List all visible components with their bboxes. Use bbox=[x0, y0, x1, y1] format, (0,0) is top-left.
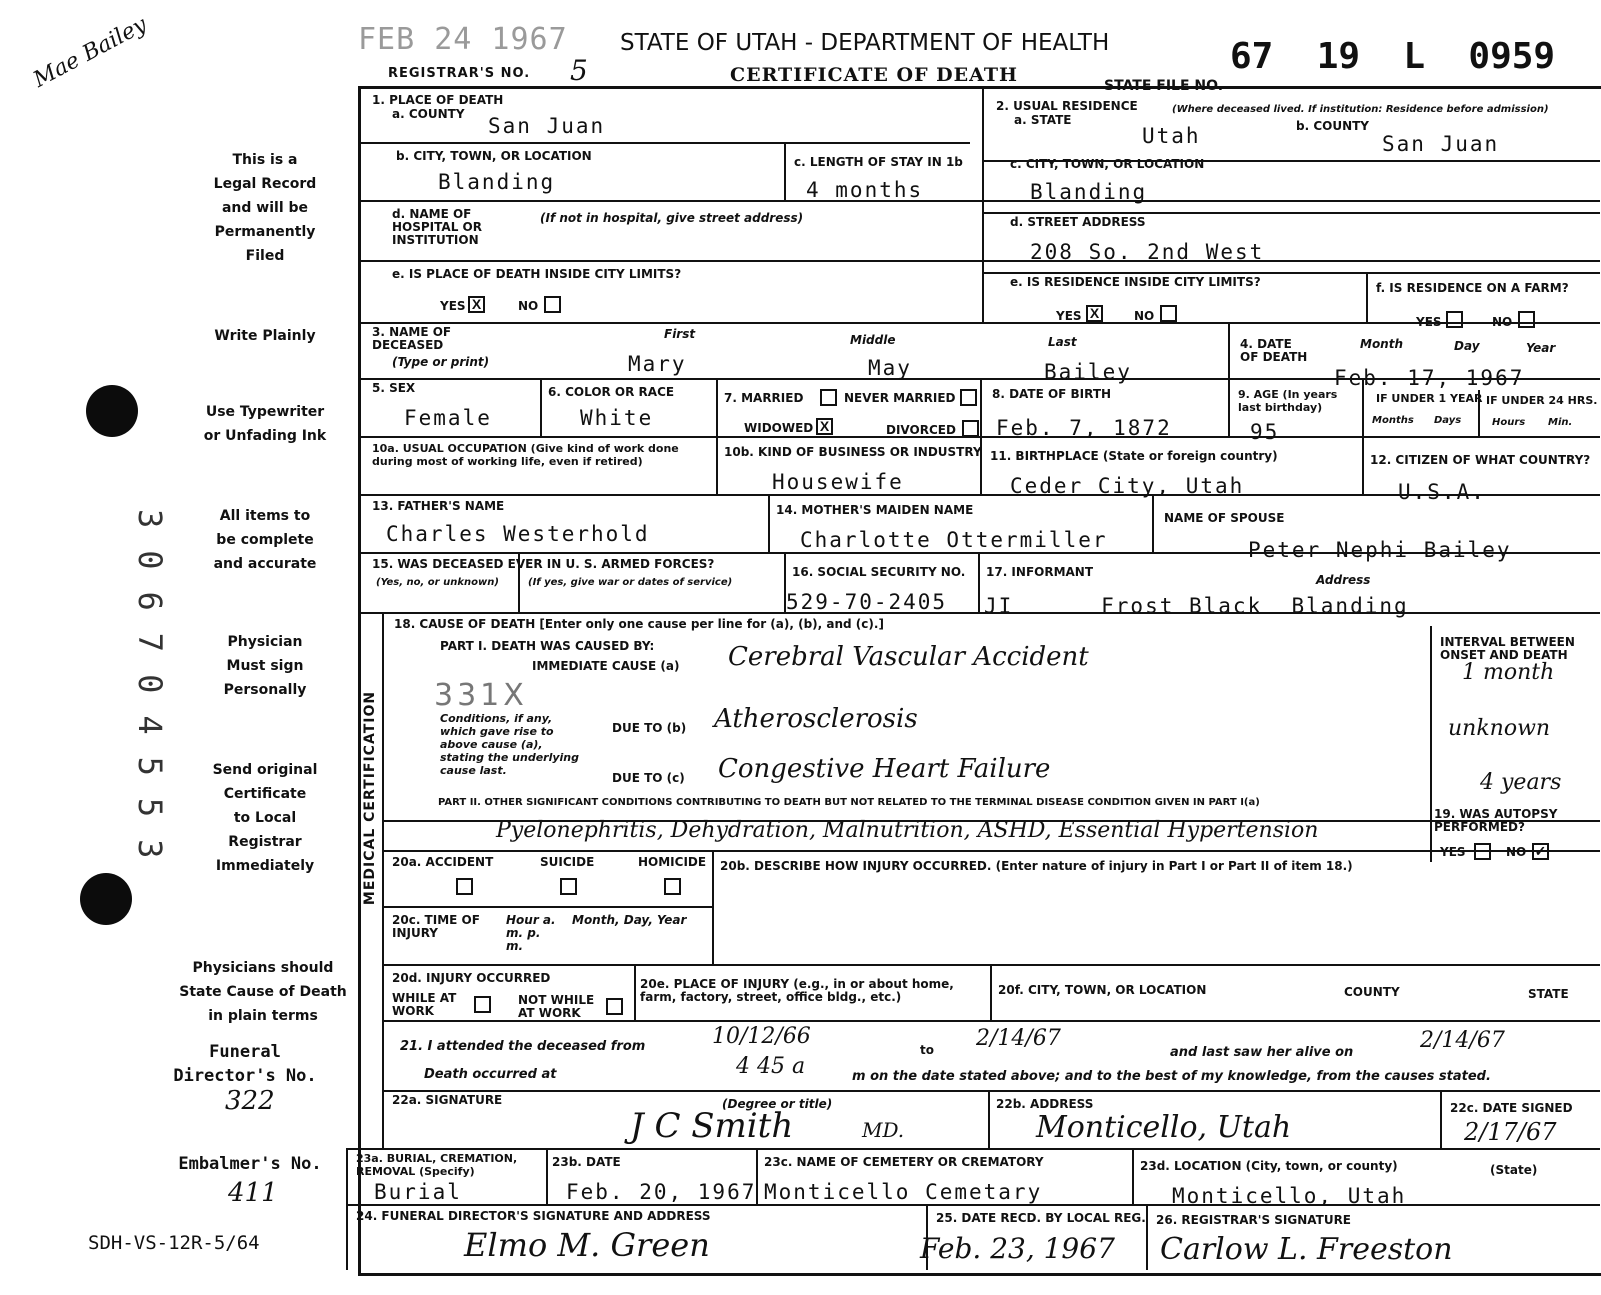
married-checkbox[interactable] bbox=[820, 389, 837, 406]
citizen[interactable]: U.S.A. bbox=[1398, 480, 1486, 504]
while-at-work-label: WHILE AT WORK bbox=[392, 991, 457, 1018]
punch-hole bbox=[86, 385, 138, 437]
date-signed-label: 22c. DATE SIGNED bbox=[1450, 1101, 1573, 1115]
birthplace[interactable]: Ceder City, Utah bbox=[1010, 474, 1245, 498]
typewriter-note: Use Typewriter or Unfading Ink bbox=[203, 404, 327, 444]
part-2-label: PART II. OTHER SIGNIFICANT CONDITIONS CONTRIBUTING TO DEATH BUT NOT RELATED TO THE TERMINAL DISEASE CONDITION GIVEN IN PART I(a) bbox=[438, 797, 1260, 808]
injury-occurred-label: 20d. INJURY OCCURRED bbox=[392, 971, 551, 985]
residence-state-label: a. STATE bbox=[1014, 113, 1072, 127]
date-of-death-label: 4. DATE OF DEATH bbox=[1240, 337, 1308, 364]
form-frame bbox=[358, 86, 1601, 1276]
autopsy-yes-label: YES bbox=[1440, 845, 1466, 859]
cause-of-death-label: 18. CAUSE OF DEATH [Enter only one cause per line for (a), (b), and (c).] bbox=[394, 617, 884, 631]
embalmer-no: 411 bbox=[228, 1178, 278, 1208]
month-label: Month bbox=[1360, 337, 1404, 351]
deceased-name-label: 3. NAME OF DECEASED bbox=[372, 325, 452, 352]
date-received-label: 25. DATE RECD. BY LOCAL REG. bbox=[936, 1211, 1146, 1225]
attended-label: 21. I attended the deceased from bbox=[400, 1039, 646, 1054]
day-label: Day bbox=[1454, 339, 1480, 353]
registrar-no: 5 bbox=[570, 54, 588, 87]
suicide-checkbox[interactable] bbox=[560, 878, 577, 895]
residence-note: (Where deceased lived. If institution: Residence before admission) bbox=[1172, 104, 1549, 115]
not-while-at-work-checkbox[interactable] bbox=[606, 998, 623, 1015]
divorced-checkbox[interactable] bbox=[962, 420, 979, 437]
days-label: Days bbox=[1434, 415, 1462, 426]
residence-limits-no-checkbox[interactable] bbox=[1160, 305, 1177, 322]
under-1-year-label: IF UNDER 1 YEAR bbox=[1376, 392, 1483, 405]
year-label: Year bbox=[1526, 341, 1556, 355]
attended-from[interactable]: 10/12/66 bbox=[712, 1024, 811, 1049]
attended-to[interactable]: 2/14/67 bbox=[976, 1026, 1061, 1051]
age[interactable]: 95 bbox=[1250, 420, 1280, 444]
birthplace-label: 11. BIRTHPLACE (State or foreign country) bbox=[990, 449, 1278, 463]
informant-label: 17. INFORMANT bbox=[986, 565, 1094, 579]
time-of-injury-label: 20c. TIME OF INJURY bbox=[392, 913, 480, 940]
form-number: SDH-VS-12R-5/64 bbox=[88, 1232, 260, 1254]
registrar-signature[interactable]: Carlow L. Freeston bbox=[1160, 1232, 1453, 1267]
write-plainly-note: Write Plainly bbox=[214, 328, 316, 344]
death-occurred-tail: m on the date stated above; and to the best of my knowledge, from the causes stated. bbox=[852, 1069, 1491, 1084]
residence-limits-no-label: NO bbox=[1134, 309, 1155, 323]
physician-degree: MD. bbox=[862, 1118, 905, 1142]
residence-limits-yes-label: YES bbox=[1056, 309, 1082, 323]
physician-address[interactable]: Monticello, Utah bbox=[1036, 1110, 1292, 1145]
autopsy-yes-checkbox[interactable] bbox=[1474, 843, 1491, 860]
residence-county-label: b. COUNTY bbox=[1296, 119, 1369, 133]
armed-forces-note-2: (If yes, give war or dates of service) bbox=[528, 577, 733, 588]
father-label: 13. FATHER'S NAME bbox=[372, 499, 505, 513]
death-occurred-at-label: Death occurred at bbox=[424, 1067, 557, 1082]
last-name-label: Last bbox=[1048, 335, 1077, 349]
sex-label: 5. SEX bbox=[372, 381, 416, 395]
injury-county-label: COUNTY bbox=[1344, 985, 1400, 999]
due-to-c-label: DUE TO (c) bbox=[612, 771, 685, 785]
homicide-label: HOMICIDE bbox=[638, 855, 707, 869]
interval-b[interactable]: unknown bbox=[1448, 716, 1551, 741]
signature-label: 22a. SIGNATURE bbox=[392, 1093, 503, 1107]
informant[interactable]: JI Frost Black Blanding bbox=[984, 594, 1409, 618]
mother-label: 14. MOTHER'S MAIDEN NAME bbox=[776, 503, 974, 517]
injury-description-label: 20b. DESCRIBE HOW INJURY OCCURRED. (Enter nature of injury in Part I or Part II of item 18.) bbox=[720, 859, 1353, 873]
death-county[interactable]: San Juan bbox=[488, 114, 606, 138]
farm-label: f. IS RESIDENCE ON A FARM? bbox=[1376, 281, 1569, 295]
street-address-label: d. STREET ADDRESS bbox=[1010, 215, 1146, 229]
hospital-note: (If not in hospital, give street address) bbox=[540, 211, 804, 225]
cemetery-name[interactable]: Monticello Cemetary bbox=[764, 1180, 1043, 1204]
residence-state[interactable]: Utah bbox=[1142, 124, 1201, 148]
place-of-injury-label: 20e. PLACE OF INJURY (e.g., in or about home, farm, factory, street, office bldg., etc.) bbox=[640, 977, 954, 1004]
hour-label: Hour a. m. p. m. bbox=[506, 913, 556, 953]
due-to-c[interactable]: Congestive Heart Failure bbox=[718, 754, 1051, 784]
deceased-name-note: (Type or print) bbox=[392, 355, 490, 369]
items-complete-note: All items to be complete and accurate bbox=[213, 508, 317, 572]
not-while-at-work-label: NOT WHILE AT WORK bbox=[518, 993, 595, 1020]
race-label: 6. COLOR OR RACE bbox=[548, 385, 675, 399]
date-of-death[interactable]: Feb. 17, 1967 bbox=[1334, 366, 1525, 390]
physician-address-label: 22b. ADDRESS bbox=[996, 1097, 1094, 1111]
occupation-label: 10a. USUAL OCCUPATION (Give kind of work done during most of working life, even if retired) bbox=[372, 442, 679, 468]
father-name[interactable]: Charles Westerhold bbox=[386, 522, 650, 546]
race[interactable]: White bbox=[580, 406, 654, 430]
place-of-death-label: 1. PLACE OF DEATH bbox=[372, 93, 504, 107]
informant-address-label: Address bbox=[1316, 573, 1371, 587]
residence-inside-limits-label: e. IS RESIDENCE INSIDE CITY LIMITS? bbox=[1010, 275, 1261, 289]
punch-hole bbox=[80, 873, 132, 925]
funeral-director-no: 322 bbox=[225, 1086, 275, 1116]
injury-city-label: 20f. CITY, TOWN, OR LOCATION bbox=[998, 983, 1207, 997]
suicide-label: SUICIDE bbox=[540, 855, 595, 869]
middle-name[interactable]: May bbox=[868, 356, 912, 380]
legal-record-note: This is a Legal Record and will be Permanently Filed bbox=[213, 152, 317, 264]
to-label: to bbox=[920, 1043, 934, 1057]
first-name-label: First bbox=[664, 327, 696, 341]
degree-label: (Degree or title) bbox=[722, 1097, 833, 1111]
age-label: 9. AGE (In years last birthday) bbox=[1238, 388, 1338, 414]
residence-city[interactable]: Blanding bbox=[1030, 180, 1148, 204]
minutes-label: Min. bbox=[1548, 417, 1573, 428]
burial-location-label: 23d. LOCATION (City, town, or county) bbox=[1140, 1159, 1398, 1173]
received-stamp: FEB 24 1967 bbox=[358, 22, 568, 57]
funeral-director-signature[interactable]: Elmo M. Green bbox=[464, 1226, 710, 1264]
occupation[interactable]: Housewife bbox=[772, 470, 904, 494]
residence-county[interactable]: San Juan bbox=[1382, 132, 1500, 156]
burial-date-label: 23b. DATE bbox=[552, 1155, 621, 1169]
autopsy-label: 19. WAS AUTOPSY PERFORMED? bbox=[1434, 807, 1558, 834]
cause-code: 331X bbox=[434, 678, 528, 713]
residence-city-label: c. CITY, TOWN, OR LOCATION bbox=[1010, 157, 1205, 171]
hours-label: Hours bbox=[1492, 417, 1526, 428]
last-name[interactable]: Bailey bbox=[1044, 360, 1132, 384]
business-label: 10b. KIND OF BUSINESS OR INDUSTRY bbox=[724, 445, 982, 459]
never-married-label: NEVER MARRIED bbox=[844, 391, 956, 405]
burial-method-label: 23a. BURIAL, CREMATION, REMOVAL (Specify) bbox=[356, 1152, 518, 1178]
embalmer-label: Embalmer's No. bbox=[178, 1154, 322, 1174]
funeral-director-signature-label: 24. FUNERAL DIRECTOR'S SIGNATURE AND ADDRESS bbox=[356, 1209, 711, 1223]
autopsy-no-checkbox[interactable]: ✓ bbox=[1532, 843, 1549, 860]
death-limits-yes-checkbox[interactable]: X bbox=[468, 296, 485, 313]
due-to-b[interactable]: Atherosclerosis bbox=[714, 704, 918, 734]
widowed-label: WIDOWED bbox=[744, 421, 814, 435]
death-limits-no-checkbox[interactable] bbox=[544, 296, 561, 313]
medical-certification-label: MEDICAL CERTIFICATION bbox=[362, 690, 378, 906]
state-file-no-label: STATE FILE NO. bbox=[1104, 78, 1224, 94]
injury-state-label: STATE bbox=[1528, 987, 1569, 1001]
vertical-serial: 306704553 bbox=[131, 509, 169, 881]
interval-c[interactable]: 4 years bbox=[1480, 770, 1562, 795]
middle-name-label: Middle bbox=[850, 333, 896, 347]
length-of-stay-label: c. LENGTH OF STAY IN 1b bbox=[794, 155, 963, 169]
burial-date[interactable]: Feb. 20, 1967 bbox=[566, 1180, 757, 1204]
interval-a[interactable]: 1 month bbox=[1462, 660, 1555, 685]
farm-yes-label: YES bbox=[1416, 315, 1442, 329]
part-1-label: PART I. DEATH WAS CAUSED BY: bbox=[440, 639, 655, 653]
registrar-signature-label: 26. REGISTRAR'S SIGNATURE bbox=[1156, 1213, 1351, 1227]
death-inside-limits-label: e. IS PLACE OF DEATH INSIDE CITY LIMITS? bbox=[392, 267, 682, 281]
burial-state-label: (State) bbox=[1490, 1163, 1538, 1177]
funeral-director-label: Funeral Director's No. bbox=[173, 1042, 317, 1086]
conditions-note: Conditions, if any, which gave rise to above cause (a), stating the underlying cause last. bbox=[440, 712, 580, 777]
spouse-name[interactable]: Peter Nephi Bailey bbox=[1248, 538, 1512, 562]
widowed-checkbox[interactable]: X bbox=[816, 418, 833, 435]
mother-name[interactable]: Charlotte Ottermiller bbox=[800, 528, 1108, 552]
armed-forces-label: 15. WAS DECEASED EVER IN U. S. ARMED FORCES? bbox=[372, 557, 715, 571]
death-city[interactable]: Blanding bbox=[438, 170, 556, 194]
physician-signature[interactable]: J C Smith bbox=[630, 1106, 794, 1146]
spouse-label: NAME OF SPOUSE bbox=[1164, 511, 1285, 525]
farm-no-label: NO bbox=[1492, 315, 1513, 329]
social-security-no[interactable]: 529-70-2405 bbox=[786, 590, 948, 614]
never-married-checkbox[interactable] bbox=[960, 389, 977, 406]
due-to-b-label: DUE TO (b) bbox=[612, 721, 687, 735]
corner-note: Mae Bailey bbox=[29, 12, 152, 93]
county-label: a. COUNTY bbox=[392, 107, 465, 121]
first-name[interactable]: Mary bbox=[628, 352, 687, 376]
interval-label: INTERVAL BETWEEN ONSET AND DEATH bbox=[1440, 635, 1575, 662]
length-of-stay[interactable]: 4 months bbox=[806, 178, 924, 202]
death-city-label: b. CITY, TOWN, OR LOCATION bbox=[396, 149, 592, 163]
residence-limits-yes-checkbox[interactable]: X bbox=[1086, 305, 1103, 322]
last-saw-alive[interactable]: 2/14/67 bbox=[1420, 1028, 1505, 1053]
burial-method[interactable]: Burial bbox=[374, 1180, 462, 1204]
sex[interactable]: Female bbox=[404, 406, 492, 430]
married-label: 7. MARRIED bbox=[724, 391, 804, 405]
physician-sign-note: Physician Must sign Personally bbox=[223, 634, 307, 698]
date-signed[interactable]: 2/17/67 bbox=[1464, 1118, 1557, 1146]
immediate-cause[interactable]: Cerebral Vascular Accident bbox=[728, 642, 1089, 672]
accident-label: 20a. ACCIDENT bbox=[392, 855, 494, 869]
death-limits-no-label: NO bbox=[518, 299, 539, 313]
death-occurred-at[interactable]: 4 45 a bbox=[736, 1054, 806, 1079]
accident-checkbox[interactable] bbox=[456, 878, 473, 895]
date-of-birth[interactable]: Feb. 7, 1872 bbox=[996, 416, 1172, 440]
autopsy-no-label: NO bbox=[1506, 845, 1527, 859]
homicide-checkbox[interactable] bbox=[664, 878, 681, 895]
residence-label: 2. USUAL RESIDENCE bbox=[996, 99, 1138, 113]
date-received[interactable]: Feb. 23, 1967 bbox=[920, 1232, 1115, 1265]
agency-title: STATE OF UTAH - DEPARTMENT OF HEALTH bbox=[620, 30, 1110, 56]
while-at-work-checkbox[interactable] bbox=[474, 996, 491, 1013]
state-file-number: 67 19 L 0959 bbox=[1230, 36, 1556, 77]
divorced-label: DIVORCED bbox=[886, 423, 956, 437]
citizen-label: 12. CITIZEN OF WHAT COUNTRY? bbox=[1370, 453, 1591, 467]
registrar-no-label: REGISTRAR'S NO. bbox=[388, 66, 531, 81]
burial-location[interactable]: Monticello, Utah bbox=[1172, 1184, 1407, 1208]
under-24-hrs-label: IF UNDER 24 HRS. bbox=[1486, 394, 1598, 407]
send-original-note: Send original Certificate to Local Registrar Immediately bbox=[212, 762, 318, 874]
death-limits-yes-label: YES bbox=[440, 299, 466, 313]
last-saw-label: and last saw her alive on bbox=[1170, 1045, 1354, 1060]
month-day-year-label: Month, Day, Year bbox=[572, 913, 687, 927]
street-address[interactable]: 208 So. 2nd West bbox=[1030, 240, 1265, 264]
ssn-label: 16. SOCIAL SECURITY NO. bbox=[792, 565, 966, 579]
state-cause-note: Physicians should State Cause of Death in plain terms bbox=[179, 960, 347, 1024]
part-2-conditions[interactable]: Pyelonephritis, Dehydration, Malnutrition, ASHD, Essential Hypertension bbox=[496, 818, 1319, 843]
cemetery-label: 23c. NAME OF CEMETERY OR CREMATORY bbox=[764, 1155, 1044, 1169]
armed-forces-note-1: (Yes, no, or unknown) bbox=[376, 577, 499, 588]
farm-yes-checkbox[interactable] bbox=[1446, 311, 1463, 328]
date-of-birth-label: 8. DATE OF BIRTH bbox=[992, 387, 1112, 401]
certificate-title: CERTIFICATE OF DEATH bbox=[730, 64, 1018, 86]
farm-no-checkbox[interactable] bbox=[1518, 311, 1535, 328]
months-label: Months bbox=[1372, 415, 1414, 426]
hospital-label: d. NAME OF HOSPITAL OR INSTITUTION bbox=[392, 207, 482, 247]
immediate-cause-label: IMMEDIATE CAUSE (a) bbox=[532, 659, 680, 673]
